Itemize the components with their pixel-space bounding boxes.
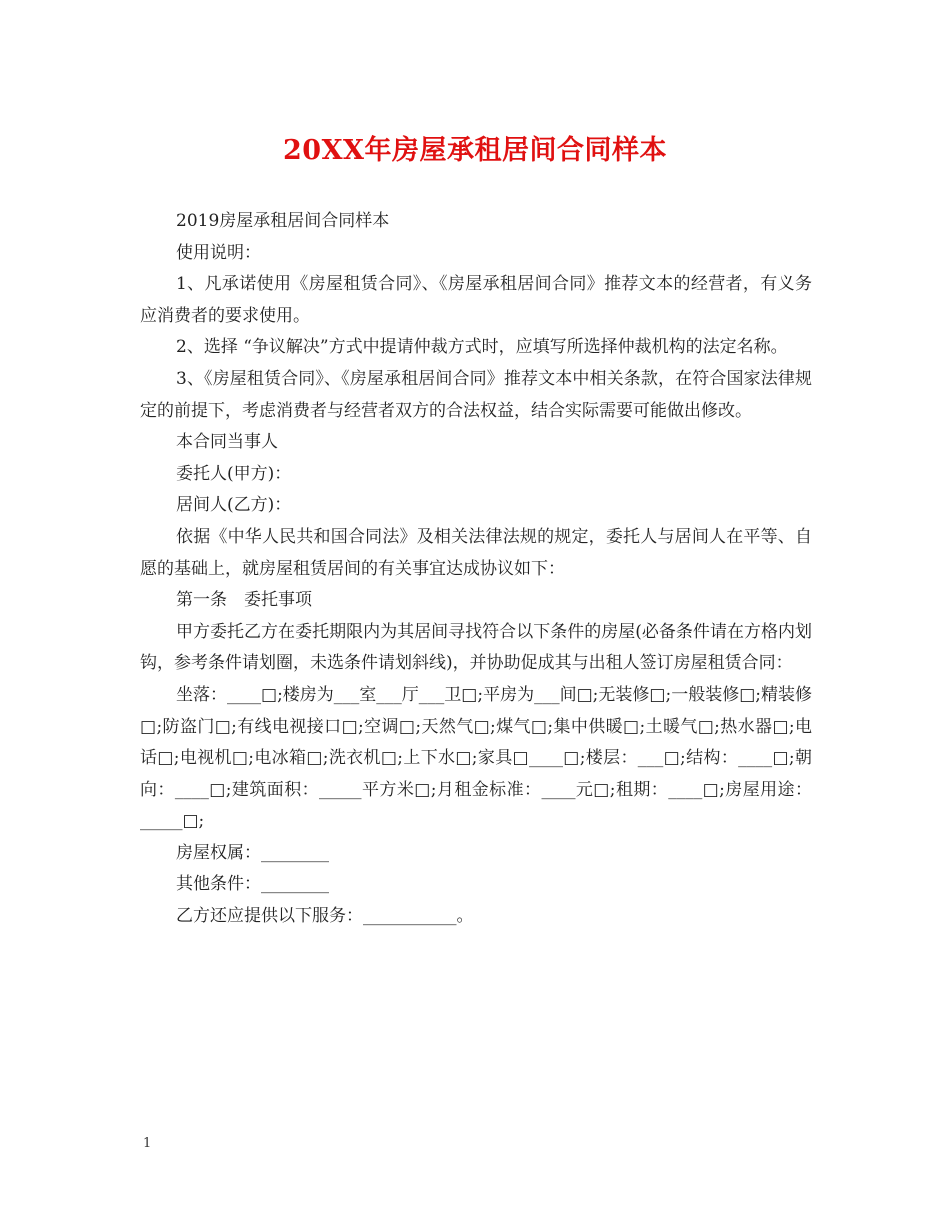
paragraph-basis: 依据《中华人民共和国合同法》及相关法律法规的规定，委托人与居间人在平等、自愿的基础上，就房屋租赁居间的有关事宜达成协议如下： [140,526,812,579]
page-number: 1 [143,1136,152,1151]
paragraph-usage-1: 1、凡承诺使用《房屋租赁合同》、《房屋承租居间合同》推荐文本的经营者，有义务应消费者的要求使用。 [140,274,812,326]
document-body [140,206,812,933]
paragraph-usage-2: 2、选择 “争议解决”方式中提请仲裁方式时，应填写所选择仲裁机构的法定名称。 [176,337,788,358]
paragraph-other-conditions: 其他条件：________ [176,874,329,895]
paragraph-usage-heading: 使用说明： [176,242,261,263]
paragraph-usage-3: 3、《房屋租赁合同》、《房屋承租居间合同》推荐文本中相关条款，在符合国家法律规定的前提下，考虑消费者与经营者双方的合法权益，结合实际需要可能做出修改。 [140,368,812,421]
paragraph-services: 乙方还应提供以下服务：___________。 [176,906,474,927]
paragraph-ownership: 房屋权属：________ [176,842,329,863]
paragraph-commission: 甲方委托乙方在委托期限内为其居间寻找符合以下条件的房屋(必备条件请在方格内划钩，参考条件请划圈，未选条件请划斜线)，并协助促成其与出租人签订房屋租赁合同： [140,621,812,674]
paragraph-parties-heading: 本合同当事人 [176,432,278,453]
paragraph-article-1: 第一条 委托事项 [176,590,312,611]
paragraph-subtitle: 2019房屋承租居间合同样本 [176,211,390,231]
paragraph-party-a: 委托人(甲方)： [176,463,292,484]
document-title: 20XX年房屋承租居间合同样本 [283,135,667,166]
paragraph-conditions: 坐落：____□;楼房为___室___厅___卫□;平房为___间□;无装修□;一般装修□;精装修□;防盗门□;有线电视接口□;空调□;天然气□;煤气□;集中供暖□;土暖气□;热水器□;电话□;电视机□;电冰箱□;洗衣机□;上下水□;家具□____□;楼层：___□;结构：____□;朝向：____□;建筑面积：_____平方米□;月租金标准：____元□;租期：____□;房屋用途：_____□; [140,684,812,832]
paragraph-party-b: 居间人(乙方)： [176,495,292,516]
